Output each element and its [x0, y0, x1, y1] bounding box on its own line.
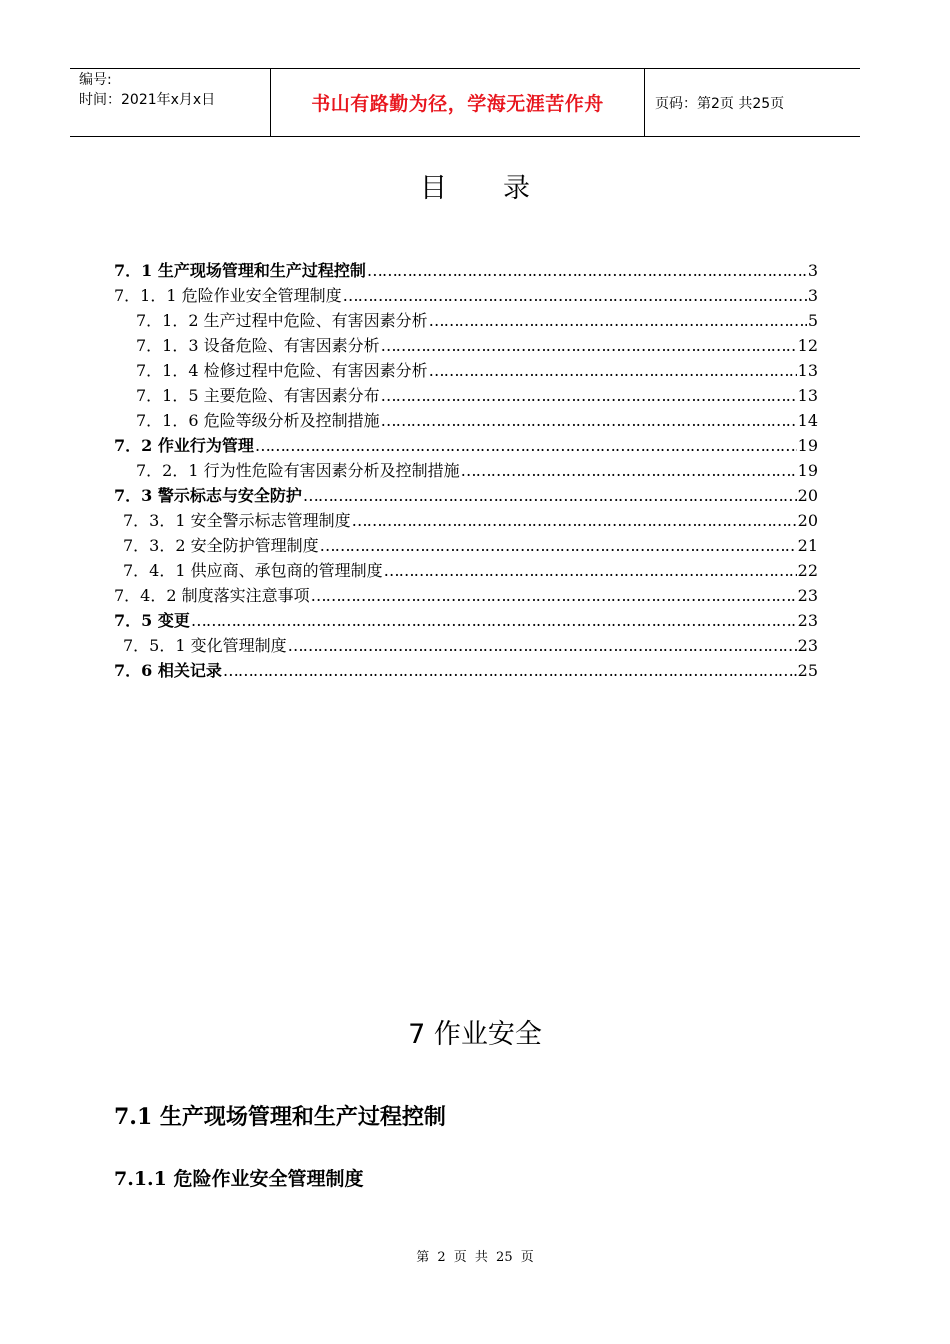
- toc-entry-text: 7．3 警示标志与安全防护: [114, 486, 302, 505]
- toc-title: 目录: [420, 173, 586, 204]
- page-header: [70, 68, 860, 137]
- toc-entry[interactable]: [114, 408, 818, 433]
- toc-entry-page: 19: [797, 436, 818, 455]
- toc-entry-page: 21: [797, 536, 818, 555]
- subsection-title: 7.1.1 危险作业安全管理制度: [114, 1168, 364, 1190]
- toc-entry[interactable]: [114, 283, 818, 308]
- toc-entry[interactable]: [114, 583, 818, 608]
- table-of-contents: [114, 258, 818, 683]
- toc-dot-leader: [367, 258, 807, 283]
- toc-dot-leader: [320, 533, 797, 558]
- toc-entry[interactable]: [114, 308, 818, 333]
- toc-dot-leader: [352, 508, 797, 533]
- chapter-title: 7 作业安全: [408, 1019, 542, 1050]
- toc-entry-page: 13: [797, 386, 818, 405]
- toc-entry-text: 7．1．6 危险等级分析及控制措施: [136, 411, 380, 430]
- toc-entry-page: 3: [807, 261, 818, 280]
- toc-entry-page: 20: [797, 511, 818, 530]
- toc-dot-leader: [303, 483, 797, 508]
- toc-entry[interactable]: [114, 658, 818, 683]
- toc-entry-text: 7．4．2 制度落实注意事项: [114, 586, 310, 605]
- toc-entry[interactable]: [114, 633, 818, 658]
- toc-entry-text: 7．6 相关记录: [114, 661, 222, 680]
- toc-entry[interactable]: [114, 508, 818, 533]
- toc-entry-text: 7．3．2 安全防护管理制度: [123, 536, 319, 555]
- toc-dot-leader: [288, 633, 797, 658]
- header-meta: [70, 69, 271, 136]
- toc-entry-text: 7．1．1 危险作业安全管理制度: [114, 286, 342, 305]
- document-number-label: 编号:: [79, 72, 112, 88]
- toc-entry-text: 7．1 生产现场管理和生产过程控制: [114, 261, 366, 280]
- toc-entry[interactable]: [114, 258, 818, 283]
- toc-dot-leader: [343, 283, 807, 308]
- toc-entry-text: 7．2 作业行为管理: [114, 436, 254, 455]
- toc-entry-page: 20: [797, 486, 818, 505]
- toc-entry-page: 23: [797, 611, 818, 630]
- toc-entry-page: 3: [807, 286, 818, 305]
- toc-entry-page: 12: [797, 336, 818, 355]
- toc-entry-text: 7．3．1 安全警示标志管理制度: [123, 511, 351, 530]
- header-motto: 书山有路勤为径，学海无涯苦作舟: [271, 69, 645, 136]
- document-time-label: 时间：2021年x月x日: [79, 92, 216, 108]
- toc-dot-leader: [191, 608, 797, 633]
- toc-dot-leader: [223, 658, 797, 683]
- page-footer: 第 2 页 共 25 页: [416, 1250, 534, 1265]
- toc-dot-leader: [384, 558, 797, 583]
- toc-entry-page: 23: [797, 586, 818, 605]
- toc-entry[interactable]: [114, 558, 818, 583]
- toc-entry-text: 7．5．1 变化管理制度: [123, 636, 287, 655]
- toc-entry-text: 7．5 变更: [114, 611, 190, 630]
- toc-dot-leader: [429, 358, 797, 383]
- toc-dot-leader: [429, 308, 807, 333]
- toc-entry-page: 25: [797, 661, 818, 680]
- toc-dot-leader: [381, 383, 797, 408]
- header-page-info: 页码：第2页 共25页: [655, 95, 785, 112]
- toc-dot-leader: [381, 333, 797, 358]
- section-title: 7.1 生产现场管理和生产过程控制: [114, 1104, 446, 1130]
- toc-entry[interactable]: [114, 483, 818, 508]
- toc-dot-leader: [311, 583, 797, 608]
- toc-entry[interactable]: [114, 608, 818, 633]
- toc-entry-page: 13: [797, 361, 818, 380]
- toc-entry-page: 22: [797, 561, 818, 580]
- toc-entry[interactable]: [114, 533, 818, 558]
- toc-entry[interactable]: [114, 383, 818, 408]
- toc-entry-text: 7．1．4 检修过程中危险、有害因素分析: [136, 361, 428, 380]
- toc-entry-page: 5: [807, 311, 818, 330]
- toc-entry-page: 19: [797, 461, 818, 480]
- toc-entry-text: 7．1．5 主要危险、有害因素分布: [136, 386, 380, 405]
- toc-dot-leader: [461, 458, 797, 483]
- toc-entry[interactable]: [114, 433, 818, 458]
- toc-entry-page: 23: [797, 636, 818, 655]
- toc-entry[interactable]: [114, 358, 818, 383]
- toc-entry-text: 7．1．2 生产过程中危险、有害因素分析: [136, 311, 428, 330]
- toc-entry-text: 7．2．1 行为性危险有害因素分析及控制措施: [136, 461, 460, 480]
- toc-entry-text: 7．4．1 供应商、承包商的管理制度: [123, 561, 383, 580]
- toc-dot-leader: [381, 408, 797, 433]
- toc-entry-text: 7．1．3 设备危险、有害因素分析: [136, 336, 380, 355]
- toc-entry[interactable]: [114, 333, 818, 358]
- toc-dot-leader: [255, 433, 797, 458]
- toc-entry-page: 14: [797, 411, 818, 430]
- toc-entry[interactable]: [114, 458, 818, 483]
